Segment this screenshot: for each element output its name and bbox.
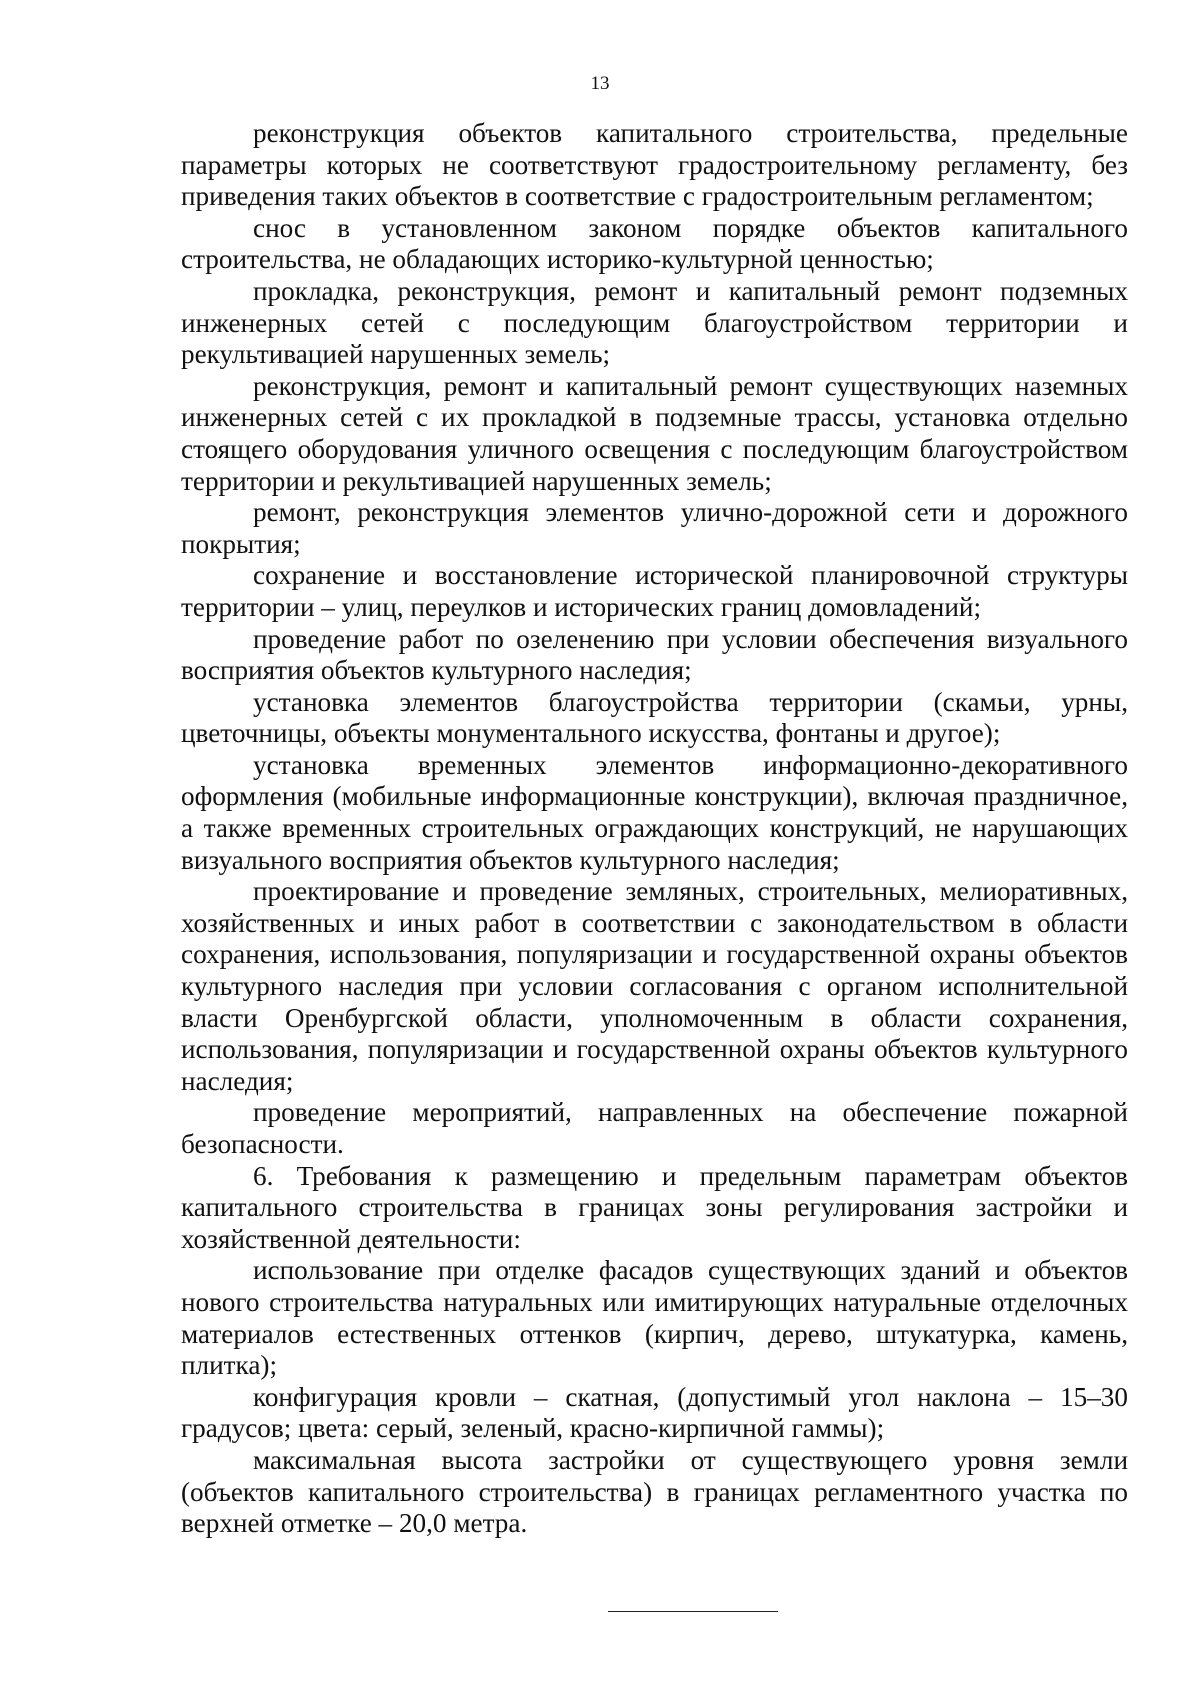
paragraph: снос в установленном законом порядке объектов капитального строительства, не обладающих историко-культурной ценностью; <box>181 212 1128 275</box>
paragraph: проектирование и проведение земляных, строительных, мелиоративных, хозяйственных и иных работ в соответствии с законодательством в области сохранения, использования, популяризации и государственной охраны объектов культурного наследия при условии согласования с органом исполнительной власти Оренбургской области, уполномоченным в области сохранения, использования, популяризации и государственной охраны объектов культурного наследия; <box>181 876 1128 1096</box>
paragraph: реконструкция объектов капитального строительства, предельные параметры которых не соответствуют градостроительному регламенту, без приведения таких объектов в соответствие с градостроительным регламентом; <box>181 118 1128 212</box>
page-number: 13 <box>590 73 610 94</box>
document-body <box>181 118 1128 1540</box>
paragraph: реконструкция, ремонт и капитальный ремонт существующих наземных инженерных сетей с их прокладкой в подземные трассы, установка отдельно стоящего оборудования уличного освещения с последующим благоустройством территории и рекультивацией нарушенных земель; <box>181 370 1128 496</box>
paragraph: установка элементов благоустройства территории (скамьи, урны, цветочницы, объекты монументального искусства, фонтаны и другое); <box>181 686 1128 749</box>
section-heading-paragraph: 6. Требования к размещению и предельным параметрам объектов капитального строительства в границах зоны регулирования застройки и хозяйственной деятельности: <box>181 1160 1128 1254</box>
paragraph: ремонт, реконструкция элементов улично-дорожной сети и дорожного покрытия; <box>181 497 1128 559</box>
paragraph: максимальная высота застройки от существующего уровня земли (объектов капитального строительства) в границах регламентного участка по верхней отметке – 20,0 метра. <box>181 1444 1128 1539</box>
paragraph: сохранение и восстановление исторической планировочной структуры территории – улиц, переулков и исторических границ домовладений; <box>181 560 1128 622</box>
paragraph: использование при отделке фасадов существующих зданий и объектов нового строительства натуральных или имитирующих натуральные отделочных материалов естественных оттенков (кирпич, дерево, штукатурка, камень, плитка); <box>181 1255 1128 1381</box>
paragraph: проведение мероприятий, направленных на обеспечение пожарной безопасности. <box>181 1097 1128 1159</box>
end-of-document-rule <box>608 1611 778 1612</box>
paragraph: конфигурация кровли – скатная, (допустимый угол наклона – 15–30 градусов; цвета: серый, зеленый, красно-кирпичной гаммы); <box>181 1381 1128 1444</box>
paragraph: установка временных элементов информационно-декоративного оформления (мобильные информационные конструкции), включая праздничное, а также временных строительных ограждающих конструкций, не нарушающих визуального восприятия объектов культурного наследия; <box>181 749 1128 875</box>
paragraph: проведение работ по озеленению при условии обеспечения визуального восприятия объектов культурного наследия; <box>181 623 1128 686</box>
paragraph: прокладка, реконструкция, ремонт и капитальный ремонт подземных инженерных сетей с последующим благоустройством территории и рекультивацией нарушенных земель; <box>181 275 1128 370</box>
